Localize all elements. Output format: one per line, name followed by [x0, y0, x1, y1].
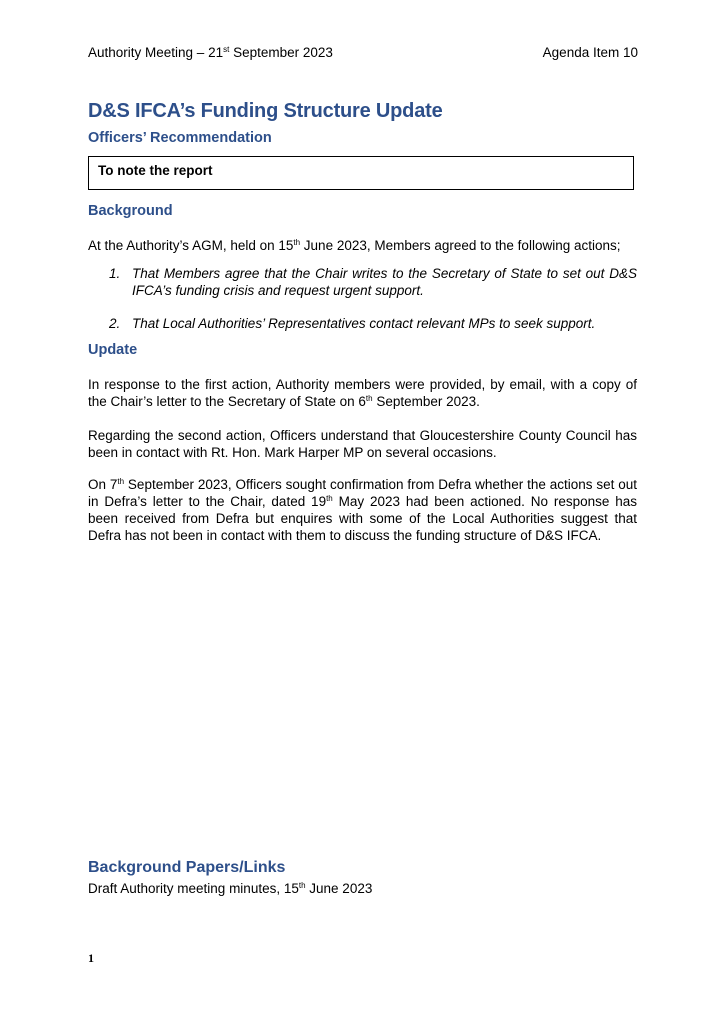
- background-heading: Background: [88, 203, 173, 219]
- update-heading: Update: [88, 342, 138, 358]
- background-intro: At the Authority’s AGM, held on 15th June 2023, Members agreed to the following actions;: [88, 238, 621, 253]
- recommendation-box: [88, 156, 634, 190]
- background-papers-heading: Background Papers/Links: [88, 859, 286, 876]
- recommendation-heading: Officers’ Recommendation: [88, 130, 272, 146]
- header-agenda-item: Agenda Item 10: [542, 45, 638, 60]
- update-paragraph-2: Regarding the second action, Officers understand that Gloucestershire County Council has been in contact with Rt. Hon. Mark Harper MP on several occasions.: [88, 428, 637, 460]
- update-paragraph-3: On 7th September 2023, Officers sought confirmation from Defra whether the actions set out in Defra’s letter to the Chair, dated 19th May 2023 had been actioned. No response has been received from Defra but enquires with some of the Local Authorities suggest that Defra has not been in contact with them to discuss the funding structure of D&S IFCA.: [88, 477, 637, 543]
- header-meeting-date: Authority Meeting – 21st September 2023: [88, 45, 333, 60]
- actions-list-cont: [88, 315, 637, 332]
- background-papers-line: Draft Authority meeting minutes, 15th June 2023: [88, 881, 373, 896]
- update-paragraph-1: In response to the first action, Authority members were provided, by email, with a copy of the Chair’s letter to the Secretary of State on 6th September 2023.: [88, 377, 637, 409]
- list-item: 2. That Local Authorities’ Representatives contact relevant MPs to seek support.: [109, 316, 596, 331]
- list-item: 1. That Members agree that the Chair writes to the Secretary of State to set out D&S IFCA’s funding crisis and request urgent support.: [109, 266, 637, 298]
- page-number: 1: [88, 951, 94, 965]
- recommendation-text: To note the report: [98, 163, 213, 178]
- document-title: D&S IFCA’s Funding Structure Update: [88, 100, 443, 122]
- actions-list: [88, 265, 637, 299]
